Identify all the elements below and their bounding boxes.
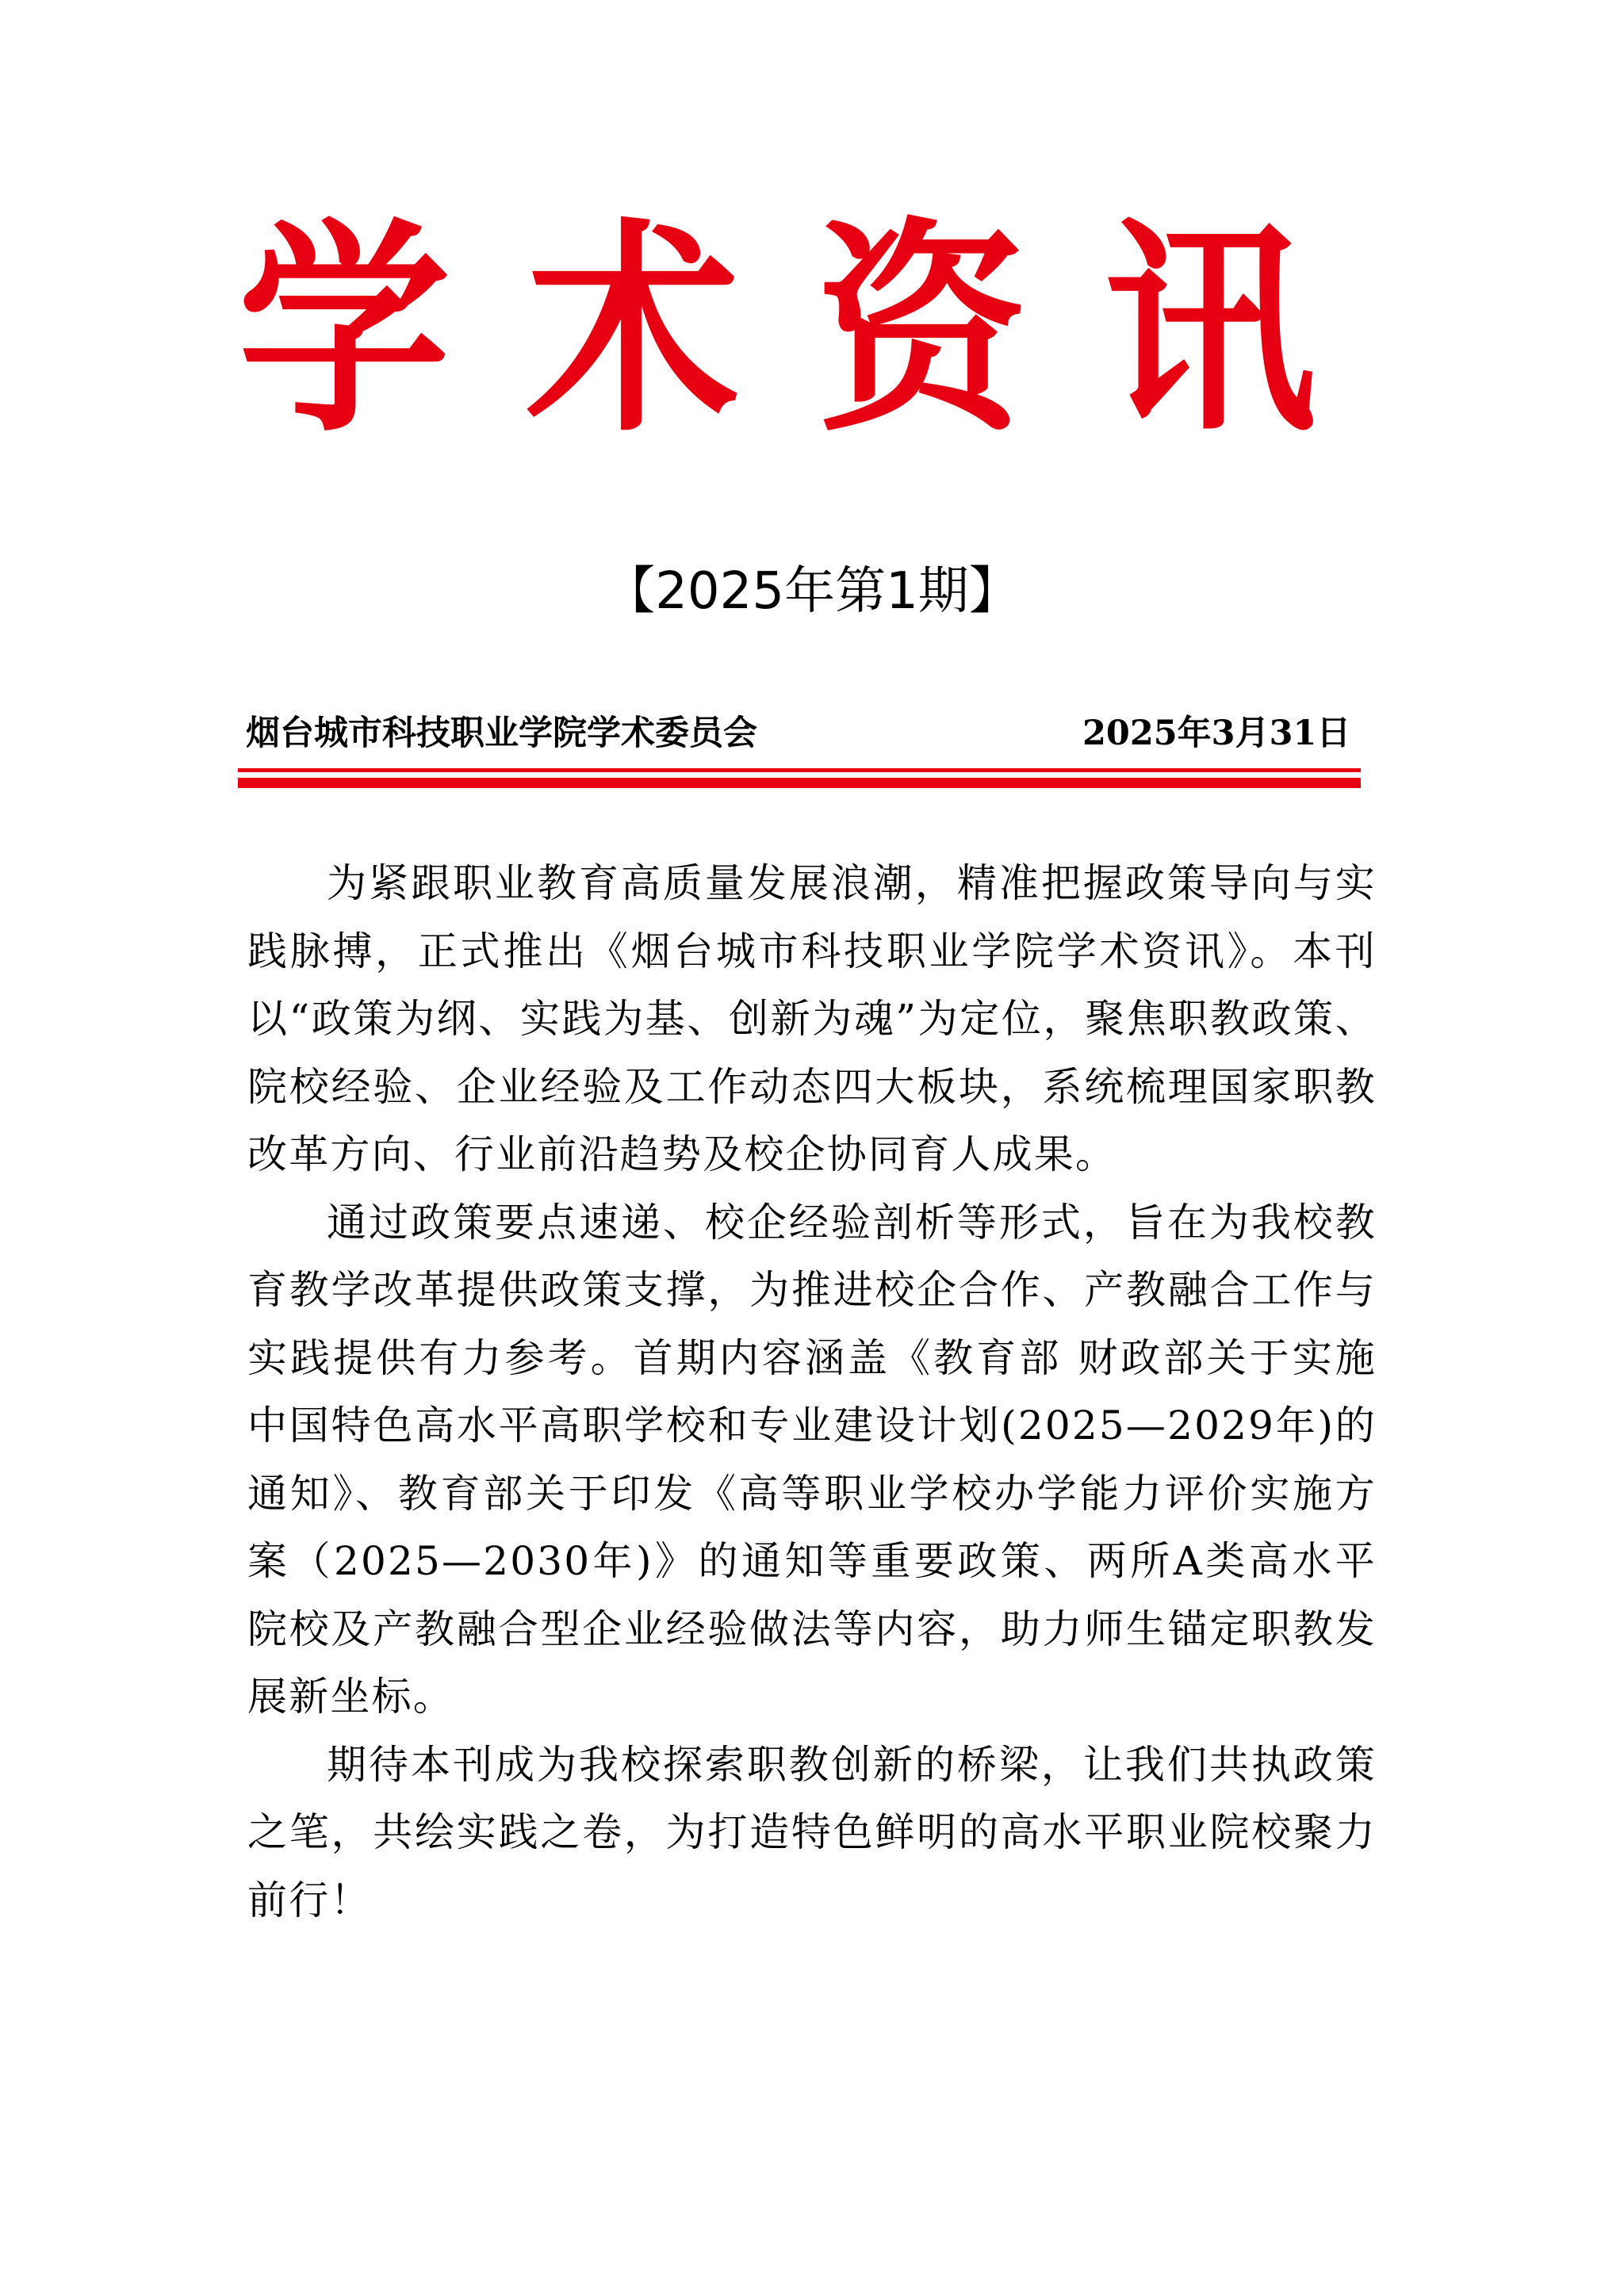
issue-number: 【2025年第1期】 bbox=[604, 562, 1020, 621]
body-paragraph: 期待本刊成为我校探索职教创新的桥梁，让我们共执政策之笔，共绘实践之卷，为打造特色鲜明的高水平职业院校聚力前行！ bbox=[247, 1741, 1377, 1923]
publisher-name: 烟台城市科技职业学院学术委员会 bbox=[246, 714, 757, 753]
masthead-char: 术 bbox=[527, 197, 739, 463]
article-body bbox=[247, 850, 1377, 1934]
masthead-char: 讯 bbox=[1104, 197, 1316, 463]
masthead-title bbox=[238, 197, 1316, 463]
masthead-char: 资 bbox=[815, 197, 1028, 463]
body-paragraph: 通过政策要点速递、校企经验剖析等形式，旨在为我校教育教学改革提供政策支撑，为推进校企合作、产教融合工作与实践提供有力参考。首期内容涵盖《教育部 财政部关于实施中国特色高水平高职学校和专业建设计划(2025—2029年)的通知》、教育部关于印发《高等职业学校办学能力评价实施方案（2025—2030年)》的通知等重要政策、两所A类高水平院校及产教融合型企业经验做法等内容，助力师生锚定职教发展新坐标。 bbox=[247, 1199, 1377, 1720]
masthead-char: 学 bbox=[238, 197, 450, 463]
body-paragraph: 为紧跟职业教育高质量发展浪潮，精准把握政策导向与实践脉搏，正式推出《烟台城市科技职业学院学术资讯》。本刊以“政策为纲、实践为基、创新为魂”为定位，聚焦职教政策、院校经验、企业经验及工作动态四大板块，系统梳理国家职教改革方向、行业前沿趋势及校企协同育人成果。 bbox=[247, 860, 1377, 1177]
header-rule-thin bbox=[238, 768, 1361, 772]
issue-date: 2025年3月31日 bbox=[1082, 714, 1351, 753]
header-rule-thick bbox=[238, 778, 1361, 788]
publication-meta bbox=[246, 706, 1351, 761]
